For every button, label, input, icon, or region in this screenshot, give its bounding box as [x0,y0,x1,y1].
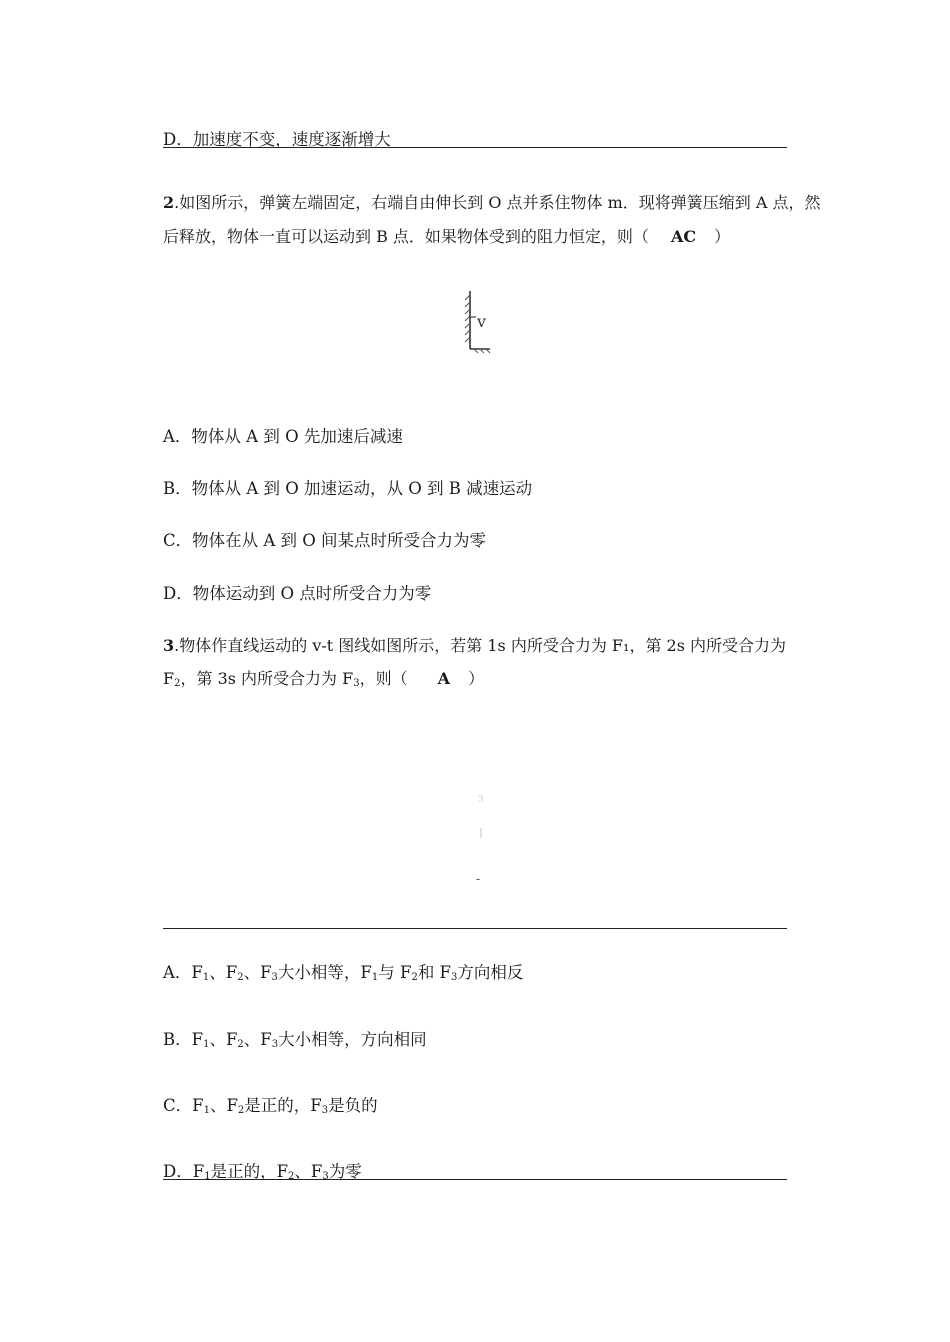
subscript: 3 [321,1105,329,1116]
text-segment: 、F [243,963,272,982]
prev-question-option-d: D．加速度不变，速度逐渐增大 [163,130,391,149]
q3-f3-sub: 3 [353,678,360,689]
q3-close-paren: ） [468,669,485,688]
q3-number: 3 [163,636,175,655]
text-segment: 与 F [378,963,412,982]
q3-graph-mark-1: 3 [478,795,484,805]
q2-figure-svg [458,287,498,355]
q3-figure-divider [163,928,787,929]
text-segment: 、F [209,963,238,982]
text-segment: 为零 [328,1162,362,1181]
subscript: 3 [271,1039,279,1050]
q3-graph-tick [480,828,482,838]
subscript: 2 [411,972,418,983]
text-segment: 大小相等，F [277,963,372,982]
q2-close-paren: ） [714,227,731,246]
q2-option-a: A．物体从 A 到 O 先加速后减速 [163,427,403,446]
q3-option-c [163,1096,378,1116]
q2-option-d: D．物体运动到 O 点时所受合力为零 [163,584,432,603]
q2-stem-text2: 后释放，物体一直可以运动到 B 点．如果物体受到的阻力恒定，则（ [163,227,649,246]
q3-option-b [163,1030,427,1050]
subscript: 1 [371,972,379,983]
text-segment: 、F [243,1030,272,1049]
q2-option-b: B．物体从 A 到 O 加速运动，从 O 到 B 减速运动 [163,479,533,498]
text-segment: 大小相等，方向相同 [278,1030,427,1049]
subscript: 2 [288,1171,295,1182]
q3-stem-text1: .物体作直线运动的 v-t 图线如图所示，若第 1s 内所受合力为 F₁，第 2s 内所受合力为 [174,636,787,655]
q2-answer: AC [670,227,697,246]
text-segment: 方向相反 [457,963,524,982]
q3-stem-text2: ，第 3s 内所受合力为 F [180,669,354,688]
section-divider-top [163,147,787,148]
q2-spring-figure [458,287,498,355]
q3-f2-symbol: F [163,669,175,688]
subscript: 1 [203,1039,210,1050]
q3-stem-line2 [163,669,484,689]
subscript: 1 [203,1105,210,1116]
text-segment: B．F [163,1030,204,1049]
figure-velocity-label: v [477,312,487,331]
q3-answer: A [437,669,451,688]
subscript: 3 [451,972,458,983]
text-segment: C．F [163,1096,204,1115]
subscript: 3 [322,1171,329,1182]
subscript: 1 [202,972,210,983]
q3-stem-text3: ，则（ [359,669,408,688]
subscript: 2 [237,1105,245,1116]
q3-stem-line1 [163,636,786,656]
q2-number: 2 [163,193,175,212]
text-segment: 是负的 [328,1096,378,1115]
subscript: 2 [237,1039,244,1050]
q2-option-c: C．物体在从 A 到 O 间某点时所受合力为零 [163,531,487,550]
q2-stem-line2 [163,227,730,247]
q3-option-a [163,963,523,983]
subscript: 1 [204,1171,211,1182]
text-segment: 、F [294,1162,323,1181]
text-segment: 是正的，F [210,1162,289,1181]
subscript: 3 [271,972,278,983]
q2-stem-line1 [163,193,821,213]
q3-f2-sub: 2 [174,678,181,689]
section-divider-bottom [163,1179,787,1180]
text-segment: D．F [163,1162,205,1181]
subscript: 2 [237,972,244,983]
text-segment: A．F [163,963,203,982]
q2-stem-text1: .如图所示，弹簧左端固定，右端自由伸长到 O 点并系住物体 m．现将弹簧压缩到 A 点，然 [174,193,821,212]
text-segment: 是正的，F [244,1096,322,1115]
text-segment: 、F [209,1096,238,1115]
q3-graph-mark-2: - [476,872,481,886]
text-segment: 、F [209,1030,238,1049]
text-segment: 和 F [417,963,452,982]
